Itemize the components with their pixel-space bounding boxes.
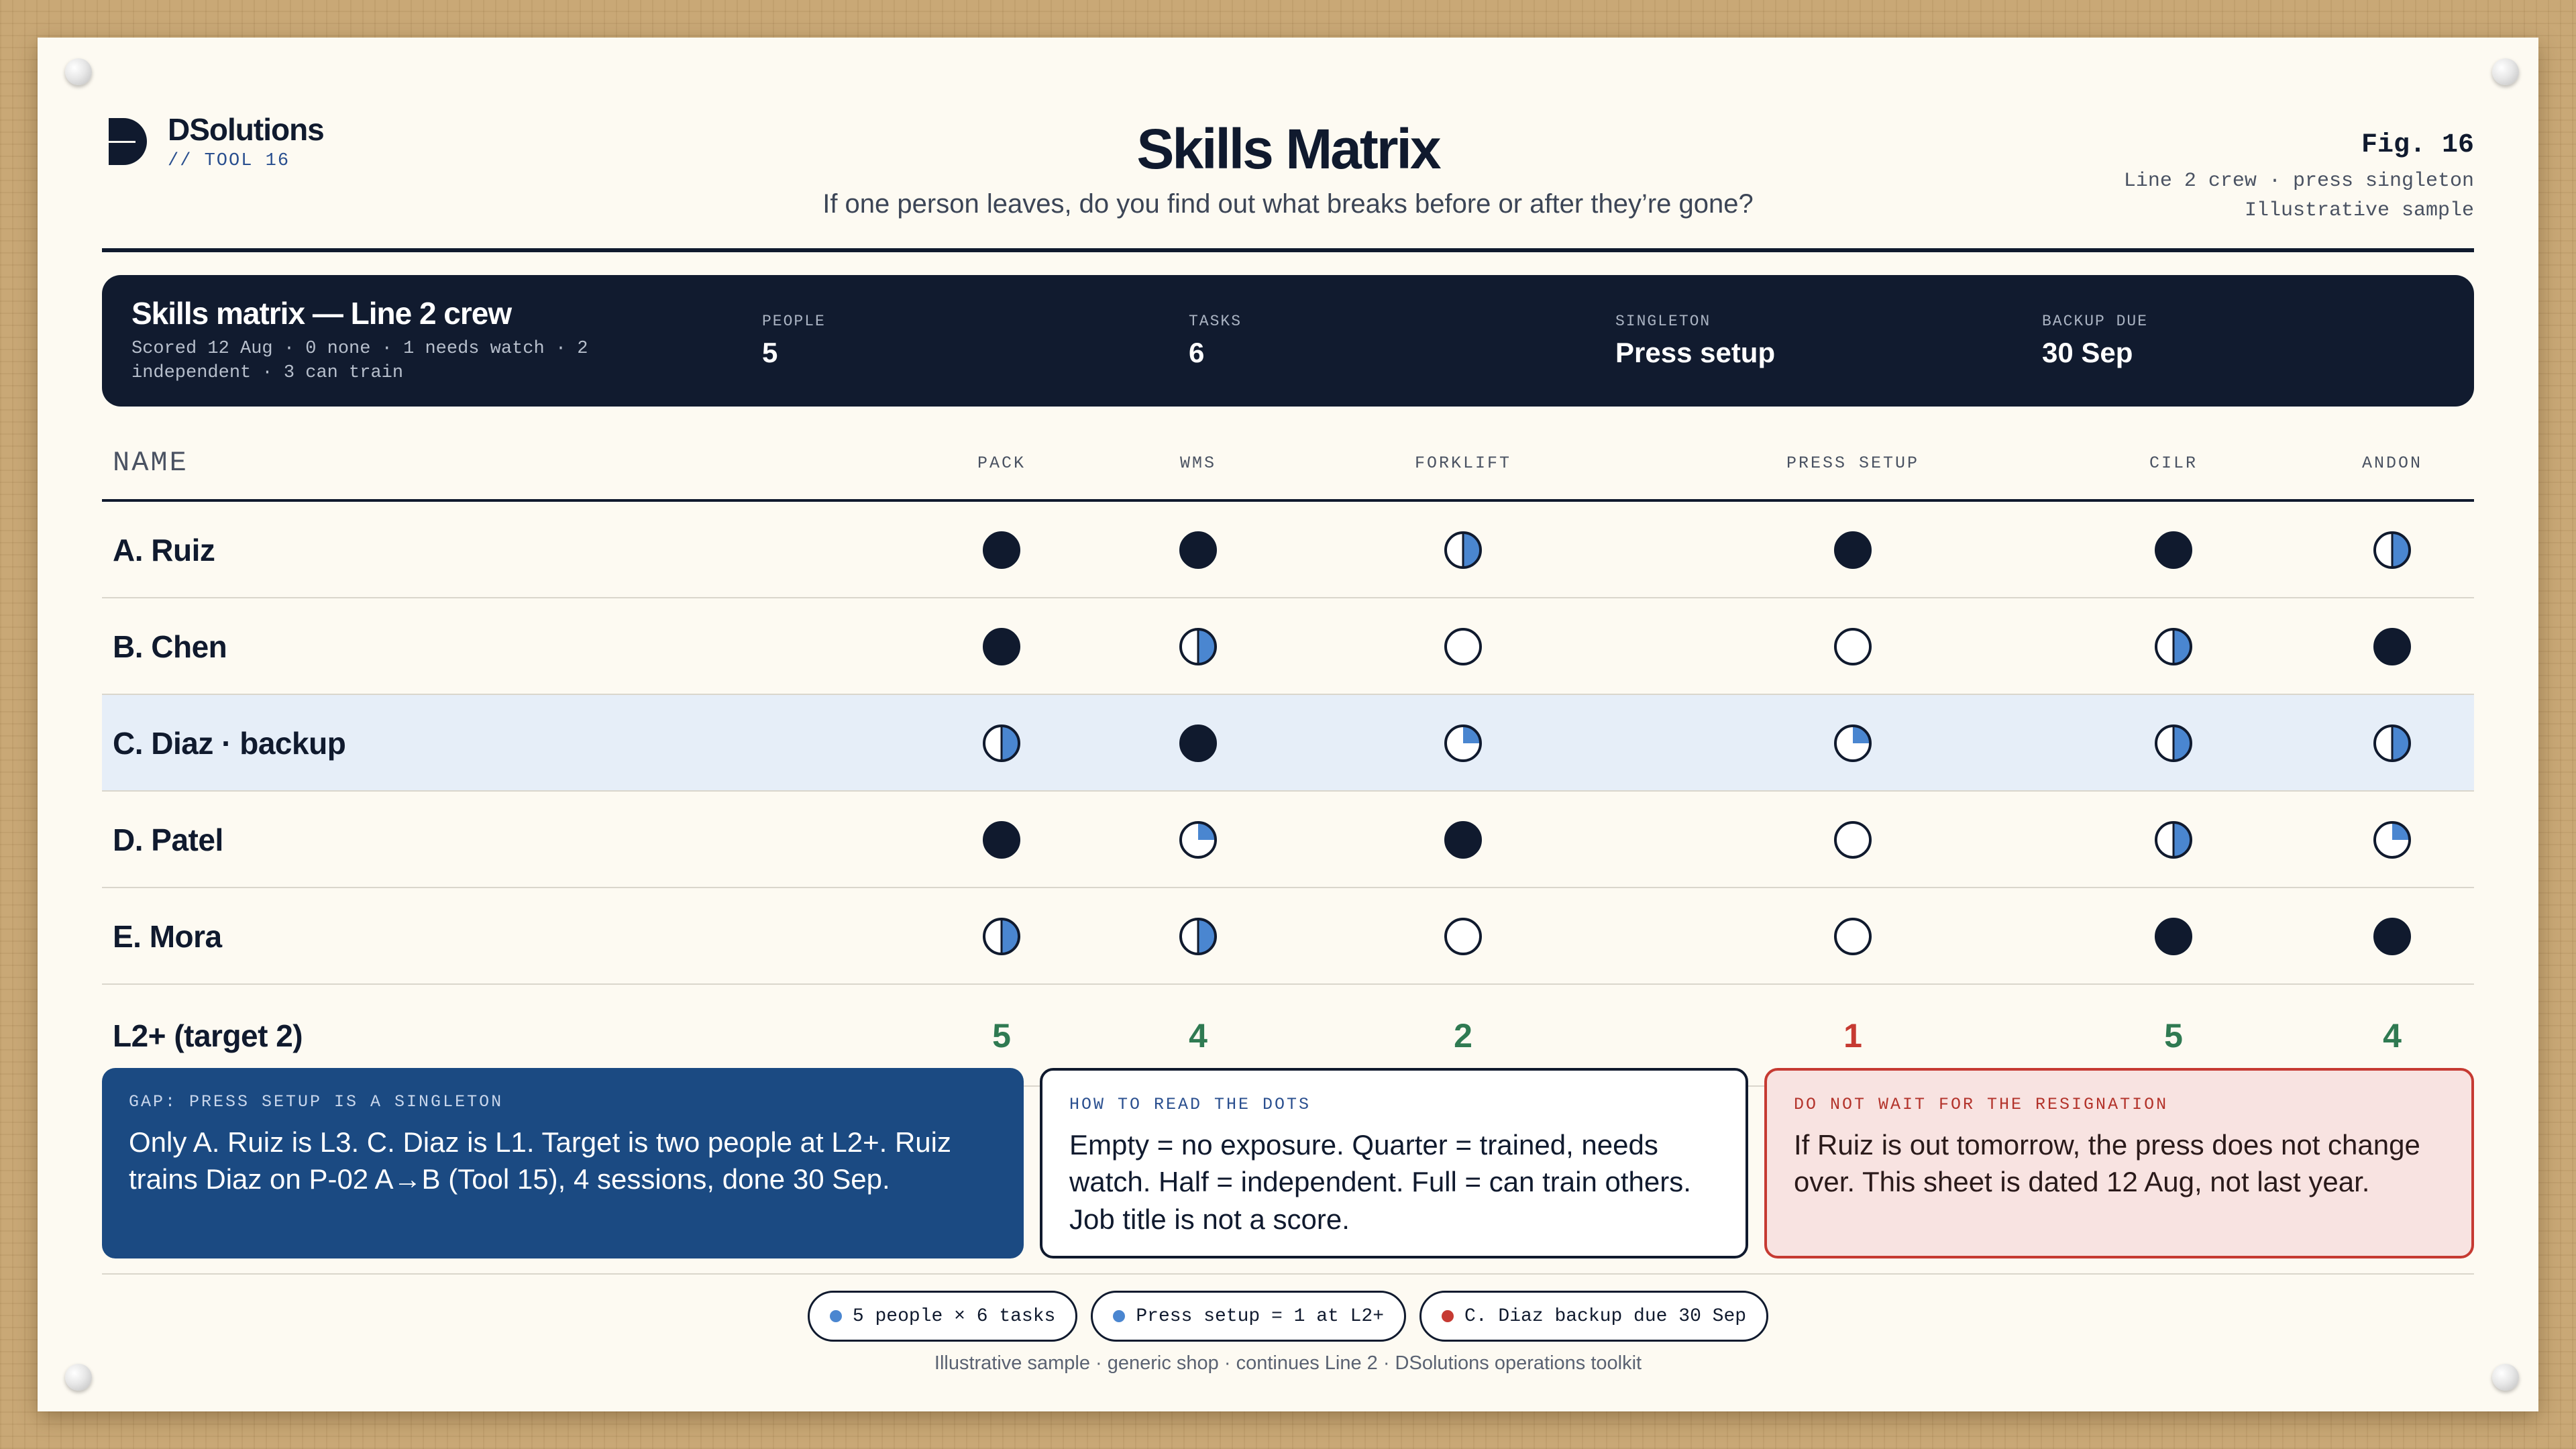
figure-caption-line: Illustrative sample — [2244, 199, 2474, 222]
page-title: Skills Matrix — [1136, 117, 1440, 180]
skill-level-cilr-icon — [2153, 820, 2194, 860]
summary-band — [102, 275, 2474, 407]
legend-card-text: Empty = no exposure. Quarter = trained, needs watch. Half = independent. Full = can train others. Job title is not a score. — [1069, 1129, 1691, 1235]
skill-level-forklift-icon — [1443, 627, 1483, 667]
summary-title: Skills matrix — Line 2 crew — [131, 296, 512, 331]
skill-level-cilr-icon — [2153, 916, 2194, 957]
skill-level-cilr-icon — [2153, 530, 2194, 570]
stat-label: PEOPLE — [762, 313, 826, 330]
summary-pill — [808, 1291, 1077, 1342]
skill-level-cilr-icon — [2153, 627, 2194, 667]
stat-label: SINGLETON — [1615, 313, 1711, 330]
skill-level-cilr-icon — [2153, 723, 2194, 763]
skill-level-pack-icon — [981, 723, 1022, 763]
pill-text: Press setup = 1 at L2+ — [1136, 1305, 1385, 1327]
column-header-pack: PACK — [977, 453, 1026, 473]
brand-name: DSolutions — [168, 112, 324, 147]
total-value: 2 — [1454, 1017, 1472, 1055]
skill-level-press-setup-icon — [1833, 916, 1873, 957]
matrix-body — [102, 502, 2474, 985]
person-name: D. Patel — [113, 822, 223, 857]
figure-info — [2124, 130, 2474, 225]
stat-label: BACKUP DUE — [2042, 313, 2149, 330]
pill-text: 5 people × 6 tasks — [852, 1305, 1056, 1327]
title-block — [102, 118, 2474, 219]
stat-tasks — [1189, 313, 1242, 369]
stat-value: 6 — [1189, 337, 1205, 368]
figure-number: Fig. 16 — [2361, 130, 2474, 160]
skill-level-forklift-icon — [1443, 723, 1483, 763]
pin-icon — [2492, 58, 2519, 85]
page-subtitle: If one person leaves, do you find out what breaks before or after they’re gone? — [822, 189, 1754, 219]
skill-level-wms-icon — [1178, 627, 1218, 667]
skill-level-andon-icon — [2372, 627, 2412, 667]
column-header-press-setup: PRESS SETUP — [1786, 453, 1920, 473]
summary-description: Scored 12 Aug · 0 none · 1 needs watch · 2 independent · 3 can train — [131, 339, 588, 384]
dot-icon — [1442, 1310, 1454, 1322]
skill-level-andon-icon — [2372, 916, 2412, 957]
skill-level-forklift-icon — [1443, 916, 1483, 957]
skill-level-pack-icon — [981, 530, 1022, 570]
warning-card-label: DO NOT WAIT FOR THE RESIGNATION — [1794, 1095, 2169, 1114]
warning-card — [1764, 1068, 2474, 1258]
table-row — [102, 695, 2474, 792]
table-row — [102, 598, 2474, 695]
total-value: 1 — [1843, 1017, 1862, 1055]
summary-pills — [102, 1291, 2474, 1342]
column-header-cilr: CILR — [2149, 453, 2198, 473]
column-header-andon: ANDON — [2361, 453, 2422, 473]
person-name: B. Chen — [113, 629, 227, 664]
total-value: 4 — [2383, 1017, 2402, 1055]
skill-level-press-setup-icon — [1833, 820, 1873, 860]
stat-label: TASKS — [1189, 313, 1242, 330]
header-divider — [102, 248, 2474, 252]
skill-level-wms-icon — [1178, 820, 1218, 860]
pin-icon — [65, 58, 92, 85]
skill-level-wms-icon — [1178, 530, 1218, 570]
gap-card-text: Only A. Ruiz is L3. C. Diaz is L1. Target is two people at L2+. Ruiz trains Diaz on P-02 A→B (Tool 15), 4 sessions, done 30 Sep. — [129, 1126, 951, 1195]
skills-matrix-table — [102, 413, 2474, 1087]
pin-icon — [65, 1364, 92, 1391]
stat-value: 30 Sep — [2042, 337, 2133, 368]
stat-value: 5 — [762, 337, 778, 368]
board — [38, 38, 2538, 1411]
name-column-header: NAME — [113, 447, 189, 479]
dot-icon — [830, 1310, 842, 1322]
skill-level-andon-icon — [2372, 530, 2412, 570]
table-row — [102, 502, 2474, 598]
stat-singleton — [1615, 313, 1775, 369]
skill-level-press-setup-icon — [1833, 723, 1873, 763]
skill-level-pack-icon — [981, 820, 1022, 860]
pill-text: C. Diaz backup due 30 Sep — [1464, 1305, 1747, 1327]
legend-card-label: HOW TO READ THE DOTS — [1069, 1095, 1311, 1114]
skill-level-forklift-icon — [1443, 820, 1483, 860]
table-row — [102, 792, 2474, 888]
footer-note: Illustrative sample · generic shop · continues Line 2 · DSolutions operations toolkit — [934, 1352, 1642, 1374]
person-name: E. Mora — [113, 919, 222, 954]
stat-people — [762, 313, 826, 369]
dot-icon — [1113, 1310, 1125, 1322]
totals-label: L2+ (target 2) — [113, 1018, 303, 1053]
summary-pill — [1091, 1291, 1406, 1342]
skill-level-andon-icon — [2372, 723, 2412, 763]
table-row — [102, 888, 2474, 985]
skill-level-andon-icon — [2372, 820, 2412, 860]
skill-level-press-setup-icon — [1833, 627, 1873, 667]
total-value: 5 — [992, 1017, 1011, 1055]
gap-card-label: GAP: PRESS SETUP IS A SINGLETON — [129, 1092, 504, 1112]
legend-card — [1040, 1068, 1748, 1258]
total-value: 4 — [1189, 1017, 1208, 1055]
skill-level-pack-icon — [981, 627, 1022, 667]
stat-backup-due — [2042, 313, 2148, 369]
matrix-header-row — [102, 413, 2474, 502]
person-name: A. Ruiz — [113, 533, 215, 568]
gap-card — [102, 1068, 1024, 1258]
skill-level-wms-icon — [1178, 916, 1218, 957]
stat-value: Press setup — [1615, 337, 1776, 368]
warning-card-text: If Ruiz is out tomorrow, the press does not change over. This sheet is dated 12 Aug, not last year. — [1794, 1129, 2420, 1198]
total-value: 5 — [2164, 1017, 2183, 1055]
brand-tag: // TOOL 16 — [168, 150, 290, 171]
column-header-forklift: FORKLIFT — [1414, 453, 1512, 473]
skill-level-forklift-icon — [1443, 530, 1483, 570]
column-header-wms: WMS — [1179, 453, 1216, 473]
pin-icon — [2492, 1364, 2519, 1391]
footer-divider — [102, 1273, 2474, 1275]
skill-level-wms-icon — [1178, 723, 1218, 763]
figure-caption-line: Line 2 crew · press singleton — [2123, 170, 2474, 193]
skill-level-press-setup-icon — [1833, 530, 1873, 570]
person-name: C. Diaz · backup — [113, 726, 346, 761]
summary-pill — [1419, 1291, 1768, 1342]
skill-level-pack-icon — [981, 916, 1022, 957]
